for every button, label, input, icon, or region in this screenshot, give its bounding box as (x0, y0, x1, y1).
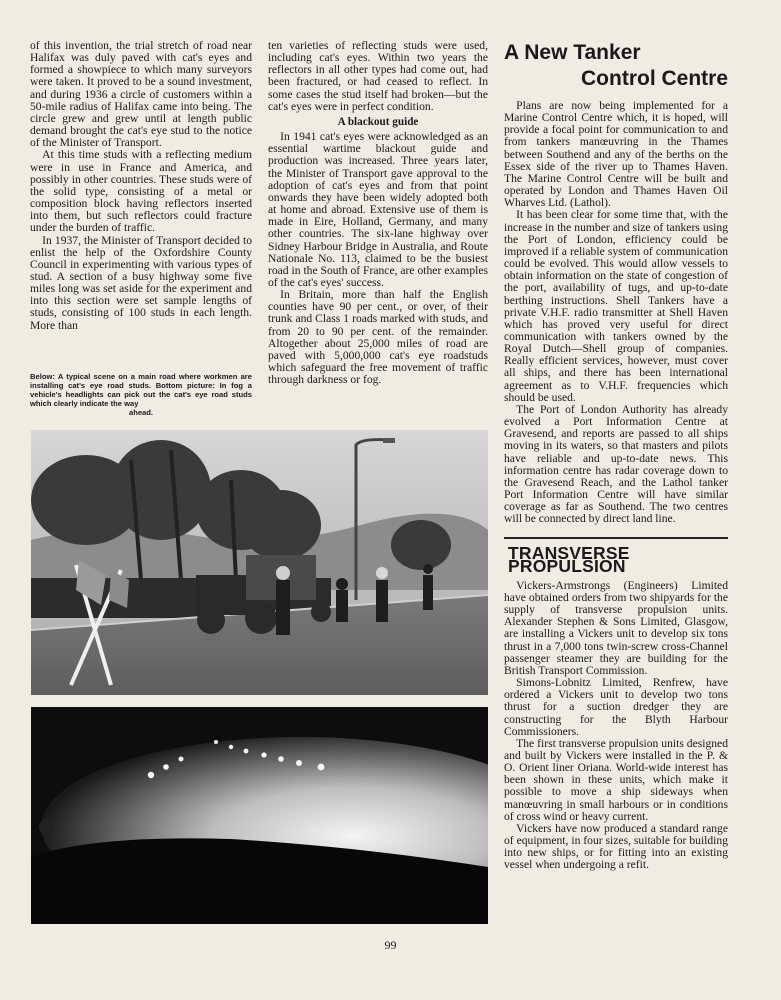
body-paragraph: Plans are now being implemented for a Marine Control Centre which, it is hoped, will provide a focal point for communication to and from tankers manœuvring in the Thames between Southend and any of the berths on the Essex side of the river up to Thames Haven. The Marine Control Centre will be built and operated by London and Thames Haven Oil Wharves Ltd. (Lathol). (504, 99, 728, 210)
body-paragraph: Vickers have now produced a standard range of equipment, in four sizes, suitable for building into new ships, or for fitting into an existing vessel when undergoing a refit. (504, 821, 728, 872)
body-paragraph: ten varieties of reflecting studs were used, including cat's eyes. Within two years the reflectors in all other types had come out, had been fractured, or had ceased to reflect. In some cases the stud itself had broken—but the cat's eyes were in perfect condition. (268, 39, 488, 113)
page-number: 99 (384, 938, 397, 952)
body-paragraph: In 1937, the Minister of Transport decided to enlist the help of the Oxfordshire County Council in experimenting with various types of stud. A section of a busy highway some five miles long was set aside for the experiment and into this section were set sample lengths of studs, consisting of 100 studs in each length. More than (30, 233, 252, 332)
body-paragraph: The Port of London Authority has already evolved a Port Information Centre at Gravesend, and reports are passed to all ships moving in its waters, so that masters and pilots have reliable and up-to-date news. This information centre has radar coverage down to the Gravesend Reach, and the Lathol tanker Port Information Centre will have similar coverage as far as Southend. The two centres will be connected by direct land line. (504, 402, 728, 526)
body-paragraph: In 1941 cat's eyes were acknowledged as an essential wartime blackout guide and production was increased. Three years later, the Minister of Transport gave approval to the adoption of cat's eyes and from that point onwards they have been widely adopted both at home and abroad. Extensive use of them is made in Eire, Holland, Germany, and many other countries. The six-lane highway over Sidney Harbour Bridge in Australia, and Route Nationale No. 113, claimed to be the busiest road in the South of France, are other examples of the cat's eyes' success. (268, 130, 488, 289)
headline-line-1: A New Tanker (504, 41, 641, 64)
section-subheading: A blackout guide (337, 115, 419, 128)
photo-caption (30, 372, 252, 417)
body-paragraph: of this invention, the trial stretch of road near Halifax was duly paved with cat's eyes and formed a showpiece to which many surveyors were taken. It proved to be a sound investment, and during 1936 a circle of customers within a 50-mile radius of Halifax came into being. The circle grew and grew until at length public demand brought the cat's eye stud to the notice of the Minister of Transport. (30, 39, 252, 150)
body-paragraph: In Britain, more than half the English counties have 90 per cent., or over, of their trunk and Class 1 roads marked with studs, and from 20 to 90 per cent. of the remainder. Altogether about 25,000 miles of road are paved with 5,000,000 cat's eye roadstuds which safeguard the free movement of traffic through darkness or fog. (268, 288, 488, 387)
body-paragraph: The first transverse propulsion units designed and built by Vickers were installed in the P. & O. Orient liner Oriana. World-wide interest has been shown in these units, which make it possible to move a ship sideways when manœuvring in small harbours or in conditions of cross wind or heavy current. (504, 736, 728, 823)
middle-column (268, 40, 488, 386)
headline-line-2: Control Centre (581, 67, 728, 90)
left-column (30, 40, 252, 332)
section-title: TRANSVERSE PROPULSION (508, 543, 630, 576)
right-column (504, 40, 728, 872)
fog-headlights-photo (31, 707, 488, 924)
body-paragraph: At this time studs with a reflecting medium were in use in France and America, and possibly in other countries. These studs were of the solid type, consisting of a metal or composition block having reflectors inserted into them, but such reflectors could fracture under the burden of traffic. (30, 148, 252, 235)
road-works-photo (31, 430, 488, 695)
section-divider (504, 537, 728, 539)
body-paragraph: Vickers-Armstrongs (Engineers) Limited have obtained orders from two shipyards for the supply of transverse propulsion units. Alexander Stephen & Sons Limited, Glasgow, are installing a Vickers unit to develop six tons thrust in a 7,000 tons twin-screw cross-Channel passenger steamer they are building for the British Transport Commission. (504, 578, 728, 677)
article-headline (504, 40, 728, 92)
caption-text-end: ahead. (128, 408, 154, 417)
caption-text: Below: A typical scene on a main road where workmen are installing cat's eye road studs. Bottom picture: In fog a vehicle's headlights can pick out the cat's eye road studs which clearly indicate the way (30, 372, 252, 408)
body-paragraph: It has been clear for some time that, with the increase in the number and size of tankers using the Port of London, efficiency could be improved if a reliable system of communication could be evolved. This would allow vessels to obtain information on the state of congestion of the port, availability of tugs, and up-to-date berthing instructions. Shell Tankers have a private V.H.F. radio transmitter at Shell Haven which has proved very useful for direct communication with tankers owned by the Royal Dutch—Shell group of companies. Really efficient services, however, must cover all ships, and there has been international agreement as to V.H.F. frequencies which should be used. (504, 208, 728, 404)
body-paragraph: Simons-Lobnitz Limited, Renfrew, have ordered a Vickers unit to develop two tons thrust for a suction dredger they are constructing for the Blyth Harbour Commissioners. (504, 676, 728, 738)
